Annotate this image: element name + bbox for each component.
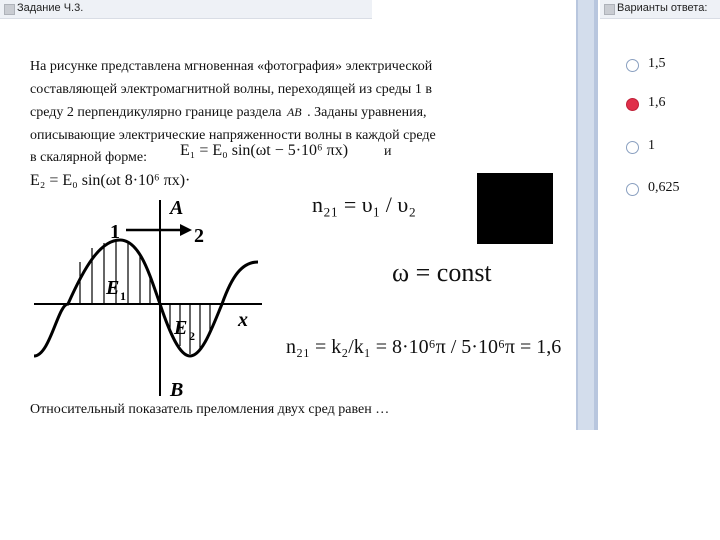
question-line-5-text: в скалярной форме: [30,150,147,165]
wave-medium-1 [34,240,160,356]
label-B: B [170,379,184,401]
question-line-4: описывающие электрические напряженности волны в каждой среде [30,127,436,143]
panel-divider-inner [578,0,594,430]
formula-omega-const: ω = const [392,258,492,287]
task-header [0,0,372,19]
formula-connector: и [384,144,392,159]
answer-option-3-label[interactable]: 1 [648,138,655,153]
question-line-1: На рисунке представлена мгновенная «фотография» электрической [30,59,433,74]
answer-option-4-label[interactable]: 0,625 [648,180,680,195]
question-line-3-text: среду 2 перпендикулярно границе раздела [30,105,282,120]
label-x: x [238,309,248,331]
answers-header-icon [604,4,615,15]
formula-e1: E₁ = E₀ sin(ωt − 5·10⁶ πx) [180,142,349,159]
wave-figure [30,196,270,401]
question-line-2: составляющей электромагнитной волны, переходящей из среды 1 в [30,81,432,97]
black-image-box [477,173,553,244]
answers-title: Варианты ответа: [617,2,708,14]
label-E2: E [174,317,188,339]
radio-option-4[interactable] [626,183,639,196]
formula-n21-result: n₂₁ = k₂/k₁ = 8·10⁶π / 5·10⁶π = 1,6 [286,336,562,358]
label-E2-sub: 2 [189,329,195,343]
answer-option-1-label[interactable]: 1,5 [648,56,666,71]
task-header-icon [4,4,15,15]
radio-option-2[interactable] [626,98,639,111]
label-medium-1: 1 [110,221,120,243]
question-line-3 [30,101,550,125]
formula-e2: E₂ = E₀ sin(ωt 8·10⁶ πx)· [30,172,191,189]
label-E1: E [106,277,120,299]
propagation-arrowhead [180,224,192,236]
label-A: A [170,197,184,219]
task-title: Задание Ч.3. [17,2,84,14]
label-E1-sub: 1 [120,289,126,303]
question-prompt: Относительный показатель преломления двух сред равен … [30,402,390,417]
label-medium-2: 2 [194,225,204,247]
answers-header [600,0,720,19]
formula-n21-ratio: n₂₁ = υ₁ / υ₂ [312,192,416,217]
radio-option-3[interactable] [626,141,639,154]
answer-option-2-label[interactable]: 1,6 [648,95,666,110]
radio-option-1[interactable] [626,59,639,72]
question-line-3-tail: . Заданы уравнения, [307,105,427,120]
boundary-label: AB [286,105,302,119]
